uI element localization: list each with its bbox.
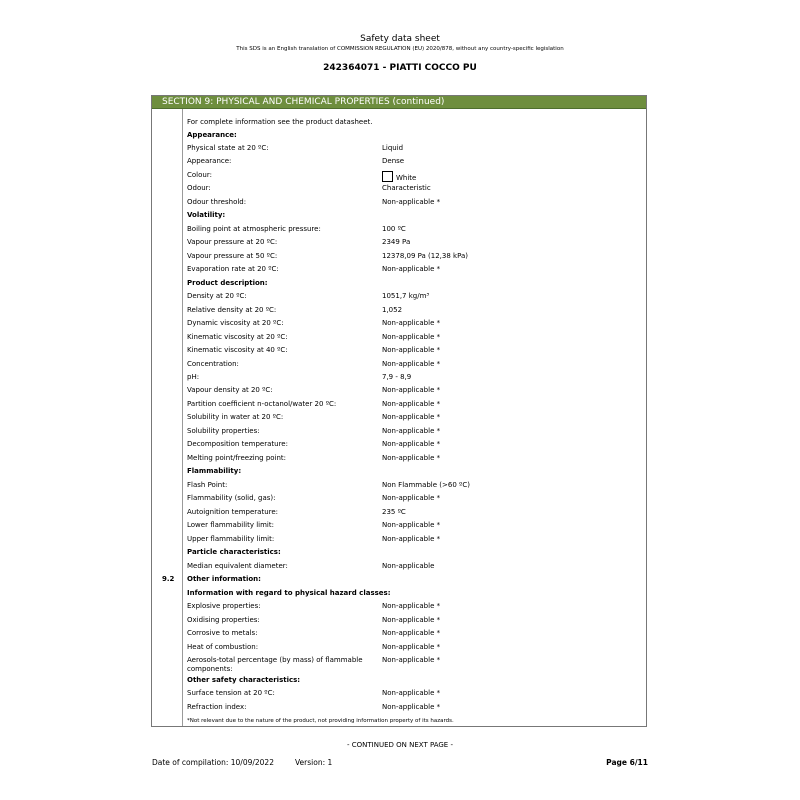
property-value-text: Non-applicable * <box>382 521 441 529</box>
property-label: Flash Point: <box>187 481 228 489</box>
property-value <box>382 319 440 328</box>
property-value-text: 1051,7 kg/m³ <box>382 292 430 300</box>
continued-note: - CONTINUED ON NEXT PAGE - <box>347 741 453 749</box>
property-value <box>382 602 440 611</box>
property-value <box>382 373 411 382</box>
property-value <box>382 346 440 355</box>
property-value <box>382 265 440 274</box>
property-label: Median equivalent diameter: <box>187 562 288 570</box>
property-label: Other safety characteristics: <box>187 676 301 684</box>
property-label: Flammability: <box>187 467 242 475</box>
property-value-text: Non-applicable * <box>382 440 441 448</box>
property-value <box>382 386 440 395</box>
property-value <box>382 616 440 625</box>
property-value-text: 100 ºC <box>382 225 406 233</box>
property-label: Other information: <box>187 575 261 583</box>
compilation-date: Date of compilation: 10/09/2022 <box>152 758 274 767</box>
property-value <box>382 562 434 571</box>
property-value-text: Non-applicable * <box>382 602 441 610</box>
property-label: Surface tension at 20 ºC: <box>187 689 275 697</box>
property-label: Concentration: <box>187 360 239 368</box>
property-label: Dynamic viscosity at 20 ºC: <box>187 319 284 327</box>
property-value-text: Non-applicable * <box>382 535 441 543</box>
property-value <box>382 427 440 436</box>
property-label: *Not relevant due to the nature of the product, not providing information property of its hazards. <box>187 718 454 724</box>
property-label: Lower flammability limit: <box>187 521 274 529</box>
property-value-text: Non-applicable * <box>382 360 441 368</box>
property-value <box>382 521 440 530</box>
colour-swatch <box>382 171 393 182</box>
property-label: Appearance: <box>187 157 232 165</box>
property-value <box>382 454 440 463</box>
property-label: Product description: <box>187 279 268 287</box>
property-value-text: Non-applicable * <box>382 198 441 206</box>
property-value <box>382 157 404 166</box>
property-label: pH: <box>187 373 200 381</box>
property-value <box>382 306 402 315</box>
property-value <box>382 292 429 301</box>
property-label: Odour threshold: <box>187 198 247 206</box>
section-box <box>151 95 647 727</box>
property-value-text: 235 ºC <box>382 508 406 516</box>
property-value <box>382 656 440 665</box>
property-value-text: Liquid <box>382 144 404 152</box>
property-value-text: Characteristic <box>382 184 431 192</box>
property-value-text: Non-applicable * <box>382 346 441 354</box>
property-value-text: Non-applicable * <box>382 616 441 624</box>
property-value-text: Non-applicable * <box>382 427 441 435</box>
property-value <box>382 440 440 449</box>
property-value-text: Non-applicable * <box>382 629 441 637</box>
section-number: 9.2 <box>162 575 175 583</box>
property-label: Particle characteristics: <box>187 548 281 556</box>
property-value <box>382 629 440 638</box>
property-label: Physical state at 20 ºC: <box>187 144 269 152</box>
property-label: Vapour pressure at 20 ºC: <box>187 238 278 246</box>
property-value <box>382 238 410 247</box>
version-label: Version: 1 <box>295 758 333 767</box>
property-value-text: 12378,09 Pa (12,38 kPa) <box>382 252 469 260</box>
property-label: Melting point/freezing point: <box>187 454 287 462</box>
property-label: Information with regard to physical hazard classes: <box>187 589 391 597</box>
property-value <box>382 225 406 234</box>
property-value-text: White <box>396 174 417 182</box>
property-value-text: Dense <box>382 157 405 165</box>
property-value-text: 2349 Pa <box>382 238 411 246</box>
property-label: Refraction index: <box>187 703 247 711</box>
property-value-text: Non-applicable * <box>382 413 441 421</box>
property-label: Solubility properties: <box>187 427 260 435</box>
property-value-text: Non-applicable * <box>382 400 441 408</box>
property-value-text: Non Flammable (>60 ºC) <box>382 481 470 489</box>
property-value-text: 1,052 <box>382 306 403 314</box>
property-label: Vapour density at 20 ºC: <box>187 386 273 394</box>
property-value <box>382 171 416 183</box>
property-value <box>382 333 440 342</box>
page-number: Page 6/11 <box>606 758 648 767</box>
property-value <box>382 184 431 193</box>
property-value-text: Non-applicable * <box>382 319 441 327</box>
property-label: Density at 20 ºC: <box>187 292 247 300</box>
property-value <box>382 198 440 207</box>
property-label: Corrosive to metals: <box>187 629 258 637</box>
property-label: Boiling point at atmospheric pressure: <box>187 225 321 233</box>
property-value-text: Non-applicable * <box>382 703 441 711</box>
property-value-text: Non-applicable * <box>382 454 441 462</box>
property-label: Flammability (solid, gas): <box>187 494 276 502</box>
property-value <box>382 413 440 422</box>
property-value-text: Non-applicable * <box>382 333 441 341</box>
section-header: SECTION 9: PHYSICAL AND CHEMICAL PROPERTIES (continued) <box>152 96 646 109</box>
property-label: Upper flammability limit: <box>187 535 275 543</box>
property-label: Decomposition temperature: <box>187 440 288 448</box>
property-value-text: Non-applicable * <box>382 689 441 697</box>
property-list <box>152 96 646 726</box>
property-value-text: Non-applicable * <box>382 265 441 273</box>
property-label: For complete information see the product datasheet. <box>187 118 373 126</box>
property-value-text: Non-applicable * <box>382 386 441 394</box>
property-value-text: Non-applicable * <box>382 656 441 664</box>
property-value <box>382 400 440 409</box>
property-label: Oxidising properties: <box>187 616 260 624</box>
document-subtitle: This SDS is an English translation of COMMISSION REGULATION (EU) 2020/878, without any country-specific legislation <box>236 46 564 52</box>
property-value <box>382 703 440 712</box>
property-label: Heat of combustion: <box>187 643 259 651</box>
property-value-text: Non-applicable * <box>382 643 441 651</box>
property-label: Kinematic viscosity at 20 ºC: <box>187 333 288 341</box>
property-value <box>382 252 468 261</box>
property-value-text: 7,9 - 8,9 <box>382 373 412 381</box>
property-value <box>382 144 403 153</box>
property-label: Volatility: <box>187 211 226 219</box>
property-label: Solubility in water at 20 ºC: <box>187 413 284 421</box>
property-label: Kinematic viscosity at 40 ºC: <box>187 346 288 354</box>
property-value <box>382 481 470 490</box>
property-label: Autoignition temperature: <box>187 508 279 516</box>
property-value-text: Non-applicable <box>382 562 435 570</box>
property-label: Colour: <box>187 171 212 179</box>
property-value <box>382 535 440 544</box>
document-title: Safety data sheet <box>360 34 440 44</box>
property-label: Explosive properties: <box>187 602 261 610</box>
property-value <box>382 494 440 503</box>
property-label: Vapour pressure at 50 ºC: <box>187 252 278 260</box>
property-label: Relative density at 20 ºC: <box>187 306 277 314</box>
product-title: 242364071 - PIATTI COCCO PU <box>323 63 477 73</box>
property-label: Odour: <box>187 184 211 192</box>
property-value <box>382 643 440 652</box>
property-value <box>382 689 440 698</box>
property-value <box>382 508 406 517</box>
property-value-text: Non-applicable * <box>382 494 441 502</box>
property-value <box>382 360 440 369</box>
property-label: Partition coefficient n-octanol/water 20 ºC: <box>187 400 337 408</box>
property-label: Evaporation rate at 20 ºC: <box>187 265 279 273</box>
property-label: Appearance: <box>187 131 237 139</box>
property-label: Aerosols-total percentage (by mass) of flammable components: <box>187 656 363 673</box>
